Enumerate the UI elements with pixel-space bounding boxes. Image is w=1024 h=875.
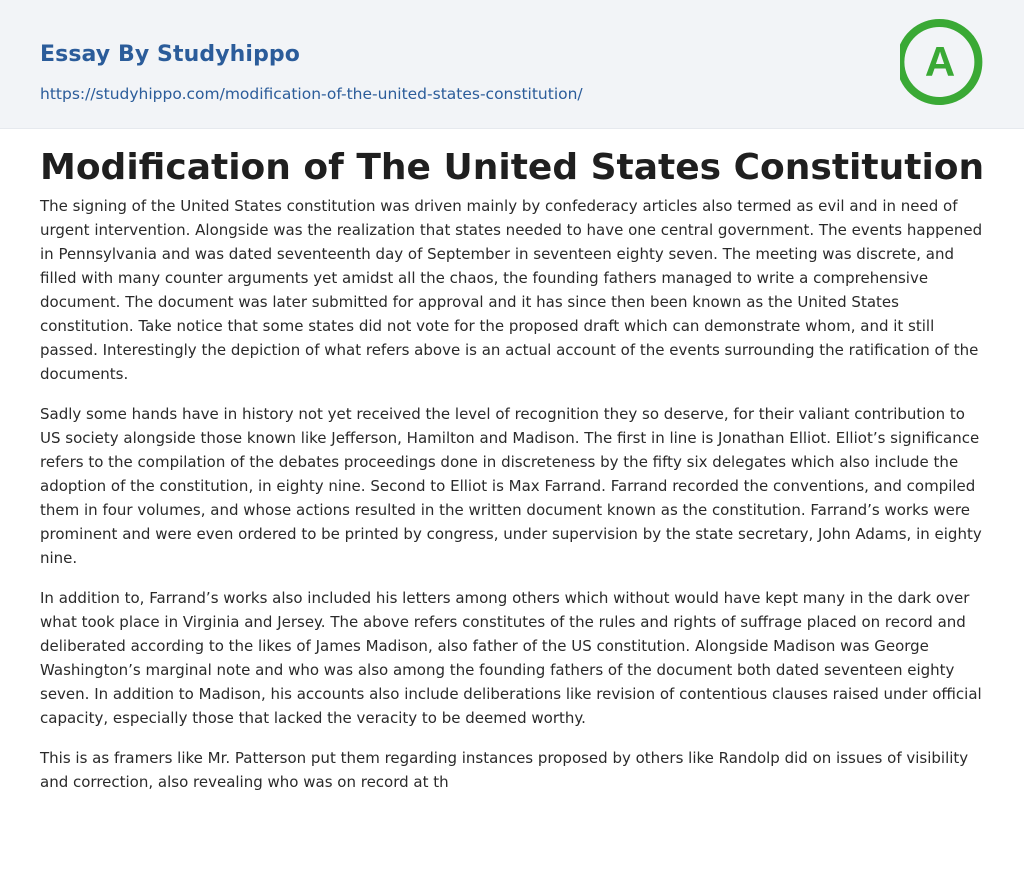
site-header [0,0,1024,129]
source-url-link[interactable]: https://studyhippo.com/modification-of-the-united-states-constitution/ [40,85,583,103]
site-brand: Essay By Studyhippo [40,42,300,67]
article-paragraph: Sadly some hands have in history not yet received the level of recognition they so deserve, for their valiant contribution to US society alongside those known like Jefferson, Hamilton and Madison. The first in line is Jonathan Elliot. Elliot’s significance refers to the compilation of the debates proceedings done in discreteness by the fifty six delegates which also include the adoption of the constitution, in eighty nine. Second to Elliot is Max Farrand. Farrand recorded the conventions, and compiled them in four volumes, and whose actions resulted in the written document known as the constitution. Farrand’s works were prominent and were even ordered to be printed by congress, under supervision by the state secretary, John Adams, in eighty nine. [40,405,982,567]
article-body [40,194,985,810]
article-paragraph: The signing of the United States constitution was driven mainly by confederacy articles also termed as evil and in need of urgent intervention. Alongside was the realization that states needed to have one central government. The events happened in Pennsylvania and was dated seventeenth day of September in seventeen eighty seven. The meeting was discrete, and filled with many counter arguments yet amidst all the chaos, the founding fathers managed to write a comprehensive document. The document was later submitted for approval and it has since then been known as the United States constitution. Take notice that some states did not vote for the proposed draft which can demonstrate whom, and it still passed. Interestingly the depiction of what refers above is an actual account of the events surrounding the ratification of the documents. [40,197,983,383]
article-title: Modification of The United States Constitution [40,147,985,188]
article-paragraph: This is as framers like Mr. Patterson put them regarding instances proposed by others like Randolp did on issues of visibility and correction, also revealing who was on record at th [40,749,969,791]
article-paragraph: In addition to, Farrand’s works also included his letters among others which without would have kept many in the dark over what took place in Virginia and Jersey. The above refers constitutes of the rules and rights of suffrage placed on record and deliberated according to the likes of James Madison, also father of the US constitution. Alongside Madison was George Washington’s marginal note and who was also among the founding fathers of the document both dated seventeen eighty seven. In addition to Madison, his accounts also include deliberations like revision of contentious clauses raised under official capacity, especially those that lacked the veracity to be deemed worthy. [40,589,982,727]
studyhippo-logo-icon [900,18,988,106]
logo-letter: A [924,38,956,85]
